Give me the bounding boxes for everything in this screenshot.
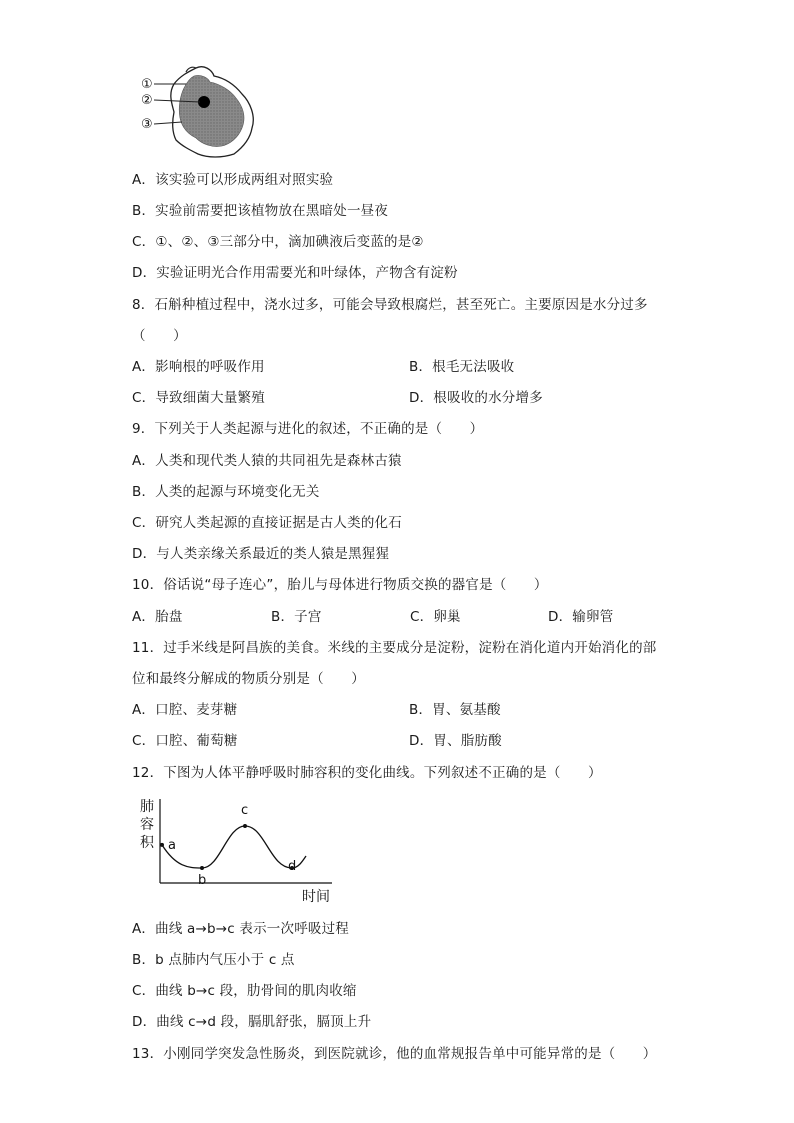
curve-point-label-b: b xyxy=(198,873,207,888)
xlabel: 时间 xyxy=(302,889,330,905)
q8-stem: 8．石斛种植过程中，浇水过多，可能会导致根腐烂，甚至死亡。主要原因是水分过多 xyxy=(132,297,648,313)
q7-option-d: D．实验证明光合作用需要光和叶绿体，产物含有淀粉 xyxy=(132,265,458,281)
q8-stem-cont: （ ） xyxy=(132,328,187,344)
q12-option-c: C．曲线 b→c 段，肋骨间的肌肉收缩 xyxy=(132,983,357,999)
ylabel-char-3: 积 xyxy=(140,835,154,851)
q11-option-d: D．胃、脂肪酸 xyxy=(409,733,502,749)
q11-stem-cont: 位和最终分解成的物质分别是（ ） xyxy=(132,671,365,687)
q10-stem: 10．俗话说“母子连心”，胎儿与母体进行物质交换的器官是（ ） xyxy=(132,577,548,593)
q8-option-d: D．根吸收的水分增多 xyxy=(409,390,543,406)
q12-option-d: D．曲线 c→d 段，膈肌舒张，膈顶上升 xyxy=(132,1014,372,1030)
ylabel-char-1: 肺 xyxy=(140,799,154,815)
q13-stem: 13．小刚同学突发急性肠炎，到医院就诊，他的血常规报告单中可能异常的是（ ） xyxy=(132,1046,657,1062)
curve-point-a xyxy=(160,843,164,847)
q12-option-a: A．曲线 a→b→c 表示一次呼吸过程 xyxy=(132,921,350,937)
q10-option-b: B．子宫 xyxy=(271,609,322,625)
leaf-label-1: ① xyxy=(141,77,153,92)
q12-stem: 12．下图为人体平静呼吸时肺容积的变化曲线。下列叙述不正确的是（ ） xyxy=(132,765,602,781)
ylabel-char-2: 容 xyxy=(140,817,154,833)
curve-point-c xyxy=(243,824,247,828)
q10-option-a: A．胎盘 xyxy=(132,609,183,625)
q11-option-a: A．口腔、麦芽糖 xyxy=(132,702,238,718)
q11-stem: 11．过手米线是阿昌族的美食。米线的主要成分是淀粉，淀粉在消化道内开始消化的部 xyxy=(132,640,657,656)
lung-volume-curve xyxy=(162,826,306,868)
q8-option-a: A．影响根的呼吸作用 xyxy=(132,359,265,375)
q9-stem: 9．下列关于人类起源与进化的叙述，不正确的是（ ） xyxy=(132,421,484,437)
q12-option-b: B．b 点肺内气压小于 c 点 xyxy=(132,952,295,968)
curve-point-b xyxy=(200,866,204,870)
q10-option-d: D．输卵管 xyxy=(548,609,614,625)
q10-option-c: C．卵巢 xyxy=(410,609,461,625)
q7-option-c: C．①、②、③三部分中，滴加碘液后变蓝的是② xyxy=(132,234,424,250)
curve-point-label-a: a xyxy=(168,837,176,853)
q7-option-a: A．该实验可以形成两组对照实验 xyxy=(132,172,334,188)
q9-option-a: A．人类和现代类人猿的共同祖先是森林古猿 xyxy=(132,453,402,469)
leaf-figure xyxy=(138,62,260,160)
q9-option-c: C．研究人类起源的直接证据是古人类的化石 xyxy=(132,515,402,531)
leaf-label-2: ② xyxy=(141,93,153,108)
lung-volume-chart xyxy=(132,793,342,909)
curve-point-label-d: d xyxy=(288,859,297,874)
q11-option-c: C．口腔、葡萄糖 xyxy=(132,733,238,749)
q9-option-b: B．人类的起源与环境变化无关 xyxy=(132,484,320,500)
q11-option-b: B．胃、氨基酸 xyxy=(409,702,501,718)
leaf-label-3: ③ xyxy=(141,117,153,132)
curve-point-label-c: c xyxy=(241,803,249,818)
q9-option-d: D．与人类亲缘关系最近的类人猿是黑猩猩 xyxy=(132,546,390,562)
q8-option-c: C．导致细菌大量繁殖 xyxy=(132,390,265,406)
q8-option-b: B．根毛无法吸收 xyxy=(409,359,515,375)
q7-option-b: B．实验前需要把该植物放在黑暗处一昼夜 xyxy=(132,203,389,219)
